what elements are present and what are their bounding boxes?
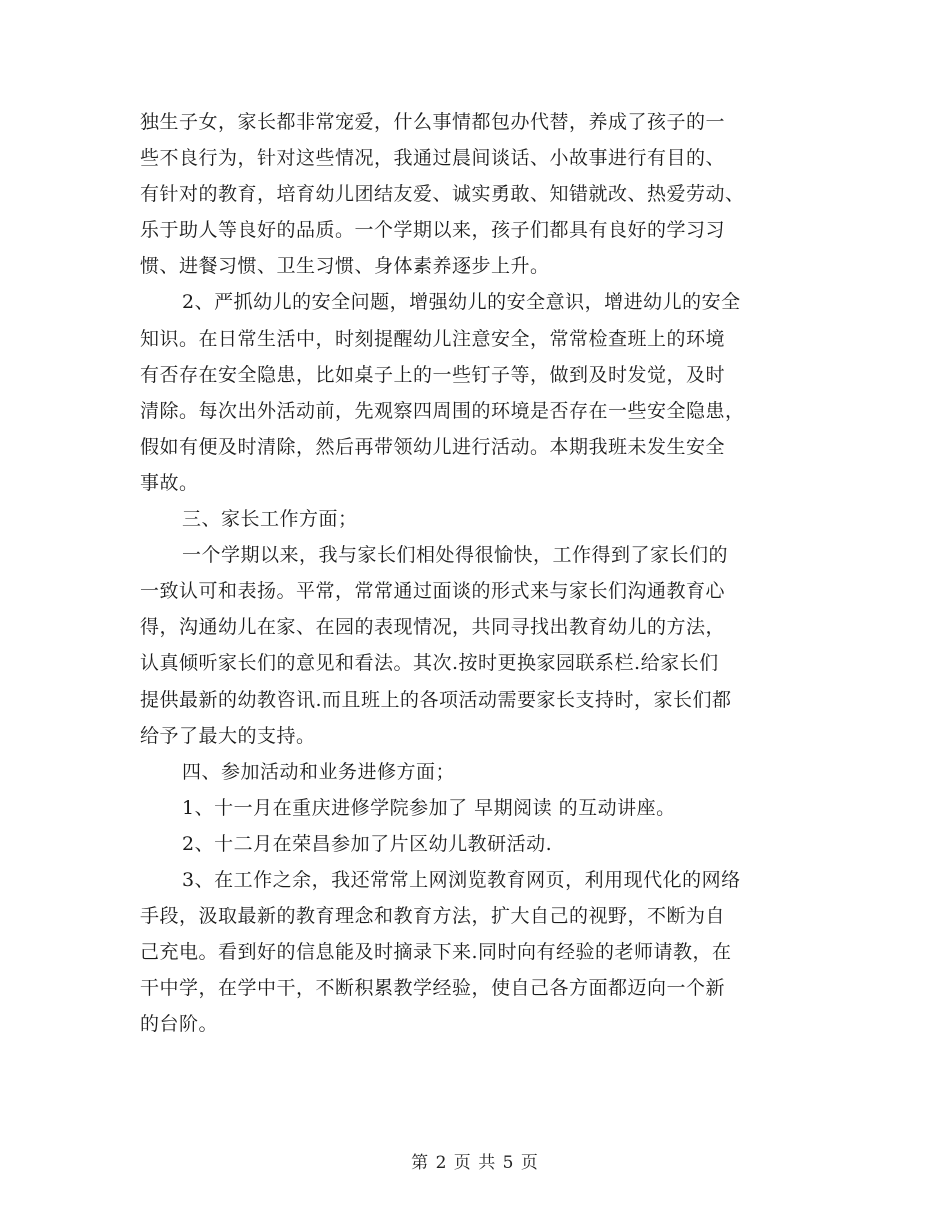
paragraph — [140, 790, 810, 826]
text-line: 2、严抓幼儿的安全问题，增强幼儿的安全意识，增进幼儿的安全 — [182, 291, 741, 314]
text-line: 清除。每次出外活动前，先观察四周围的环境是否存在一些安全隐患， — [140, 399, 745, 422]
text-line: 1、十一月在重庆进修学院参加了 早期阅读 的互动讲座。 — [182, 796, 676, 819]
text-line: 3、在工作之余，我还常常上网浏览教育网页，利用现代化的网络 — [182, 868, 741, 891]
body-text — [140, 104, 810, 1042]
paragraph — [140, 104, 810, 284]
text-line: 认真倾听家长们的意见和看法。其次.按时更换家园联系栏.给家长们 — [140, 652, 719, 675]
text-line: 提供最新的幼教咨讯.而且班上的各项活动需要家长支持时，家长们都 — [140, 688, 732, 711]
page-number-footer: 第 2 页 共 5 页 — [411, 1153, 539, 1173]
text-line: 乐于助人等良好的品质。一个学期以来，孩子们都具有良好的学习习 — [140, 219, 726, 242]
text-line: 的台阶。 — [140, 1013, 219, 1036]
text-line: 有针对的教育，培育幼儿团结友爱、诚实勇敢、知错就改、热爱劳动、 — [140, 183, 745, 206]
paragraph — [140, 537, 810, 754]
text-line: 一个学期以来，我与家长们相处得很愉快，工作得到了家长们的 — [182, 544, 729, 567]
paragraph — [140, 754, 810, 790]
text-line: 给予了最大的支持。 — [140, 724, 316, 747]
text-line: 2、十二月在荣昌参加了片区幼儿教研活动. — [182, 832, 553, 855]
paragraph — [140, 862, 810, 1042]
paragraph — [140, 284, 810, 501]
paragraph — [140, 826, 810, 862]
text-line: 三、家长工作方面； — [182, 508, 358, 531]
text-line: 假如有便及时清除，然后再带领幼儿进行活动。本期我班未发生安全 — [140, 435, 726, 458]
text-line: 些不良行为，针对这些情况，我通过晨间谈话、小故事进行有目的、 — [140, 147, 726, 170]
text-line: 事故。 — [140, 471, 199, 494]
text-line: 一致认可和表扬。平常，常常通过面谈的形式来与家长们沟通教育心 — [140, 580, 726, 603]
text-line: 得，沟通幼儿在家、在园的表现情况，共同寻找出教育幼儿的方法， — [140, 616, 726, 639]
text-line: 独生子女，家长都非常宠爱，什么事情都包办代替，养成了孩子的一 — [140, 111, 726, 133]
text-line: 四、参加活动和业务进修方面； — [182, 760, 456, 783]
text-line: 己充电。看到好的信息能及时摘录下来.同时向有经验的老师请教，在 — [140, 941, 732, 964]
text-line: 知识。在日常生活中，时刻提醒幼儿注意安全，常常检查班上的环境 — [140, 327, 726, 350]
text-line: 惯、进餐习惯、卫生习惯、身体素养逐步上升。 — [140, 255, 550, 278]
text-line: 有否存在安全隐患，比如桌子上的一些钉子等，做到及时发觉，及时 — [140, 363, 726, 386]
paragraph — [140, 501, 810, 537]
text-line: 干中学，在学中干，不断积累教学经验，使自己各方面都迈向一个新 — [140, 977, 726, 1000]
text-line: 手段，汲取最新的教育理念和教育方法，扩大自己的视野，不断为自 — [140, 905, 726, 928]
